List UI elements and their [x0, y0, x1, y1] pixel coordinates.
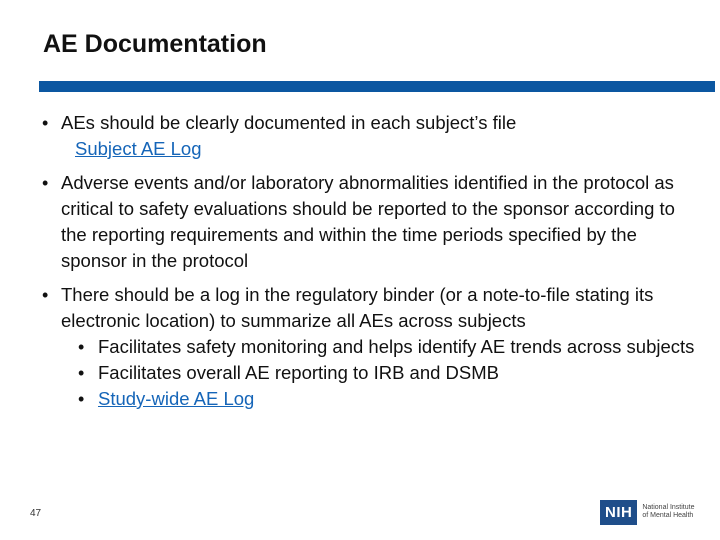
- sub-bullet-text: Facilitates overall AE reporting to IRB and DSMB: [98, 362, 500, 383]
- sub-bullet-item: [38, 360, 698, 386]
- bullet-icon: •: [42, 113, 49, 133]
- bullet-icon: •: [42, 285, 49, 305]
- subject-ae-log-link[interactable]: Subject AE Log: [75, 138, 202, 159]
- nih-logo: [600, 497, 712, 527]
- bullet-icon: •: [42, 173, 49, 193]
- slide-title: AE Documentation: [43, 30, 267, 58]
- bullet-icon: •: [78, 337, 85, 357]
- institute-line-2: of Mental Health: [642, 512, 694, 519]
- bullet-item: [38, 282, 698, 334]
- bullet-text: Adverse events and/or laboratory abnormalities identified in the protocol as critical to safety evaluations should be reported to the sponsor according to the reporting requirements and within the time periods specified by the sponsor in the protocol: [61, 172, 675, 271]
- bullet-icon: •: [78, 363, 85, 383]
- bullet-item: [38, 110, 698, 162]
- bullet-icon: •: [78, 389, 85, 409]
- sub-bullet-text: Facilitates safety monitoring and helps identify AE trends across subjects: [98, 336, 695, 357]
- sub-bullet-item: [38, 334, 698, 360]
- nih-mark: NIH: [600, 500, 637, 525]
- bullet-item: [38, 170, 698, 274]
- title-divider: [39, 81, 715, 92]
- bullet-text: There should be a log in the regulatory binder (or a note-to-file stating its electronic location) to summarize all AEs across subjects: [61, 284, 654, 331]
- study-wide-ae-log-link[interactable]: Study-wide AE Log: [98, 388, 255, 409]
- nih-institute-name: [642, 504, 694, 520]
- bullet-list: [38, 110, 698, 412]
- page-number: 47: [30, 508, 42, 519]
- bullet-text: AEs should be clearly documented in each subject’s file: [61, 112, 517, 133]
- sub-bullet-item: [38, 386, 698, 412]
- institute-line-1: National Institute: [642, 504, 695, 511]
